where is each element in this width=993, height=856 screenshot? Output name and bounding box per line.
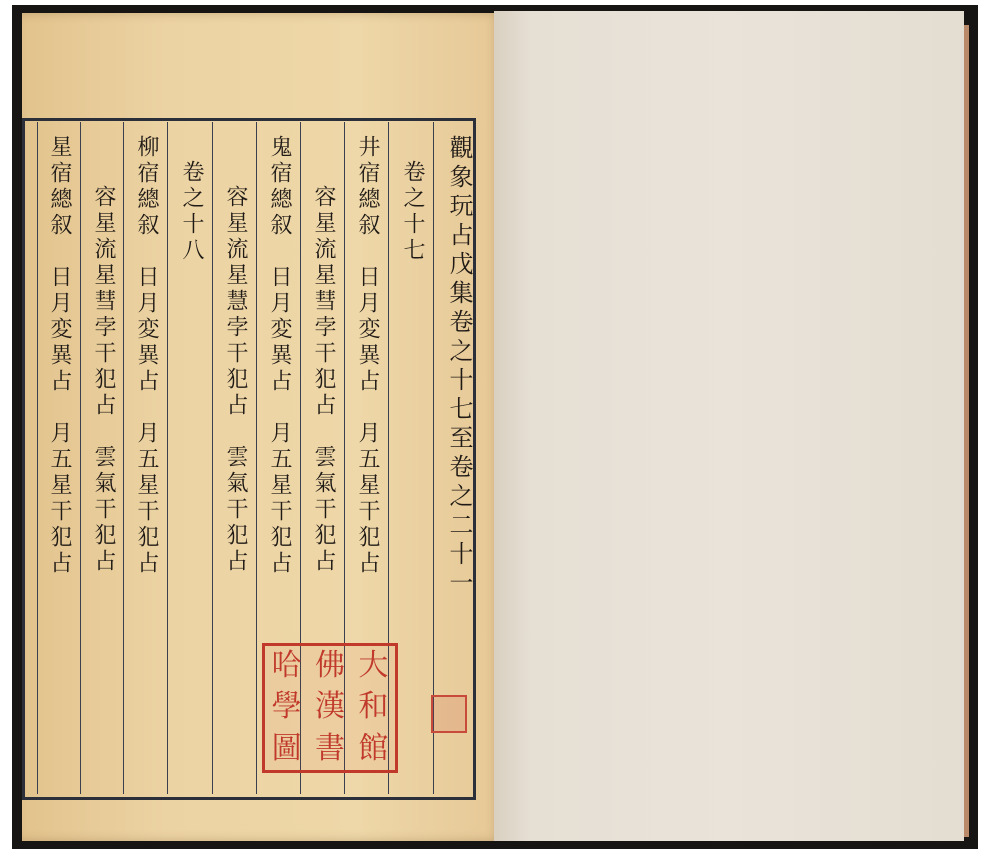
toc-column: 鬼宿總叙 日月変異占 月五星干犯占 xyxy=(267,135,292,577)
column-rule xyxy=(167,122,168,794)
column-rule xyxy=(123,122,124,794)
seal-char: 和 xyxy=(358,689,389,725)
toc-column: 卷之十八 xyxy=(179,160,204,264)
seal-char: 哈 xyxy=(271,648,302,683)
right-page-blank xyxy=(494,11,964,841)
page-edge xyxy=(964,25,969,837)
seal-char: 書 xyxy=(314,730,345,766)
toc-column: 容星流星彗孛干犯占 雲氣干犯占 xyxy=(91,185,116,575)
seal-char: 圖 xyxy=(271,730,302,766)
seal-char: 漢 xyxy=(314,689,345,725)
column-rule xyxy=(212,122,213,794)
seal-char: 大 xyxy=(358,648,389,683)
toc-column: 卷之十七 xyxy=(400,160,425,264)
volume-title: 觀象玩占戊集卷之十七至卷之二十一 xyxy=(445,135,473,599)
toc-column: 井宿總叙 日月変異占 月五星干犯占 xyxy=(355,135,380,577)
seal-char: 學 xyxy=(271,689,302,725)
toc-column: 星宿總叙 日月変異占 月五星干犯占 xyxy=(47,135,72,577)
column-rule xyxy=(37,122,38,794)
column-rule xyxy=(256,122,257,794)
seal-char: 館 xyxy=(358,730,389,766)
column-rule xyxy=(433,122,434,794)
library-seal-stamp xyxy=(262,643,398,773)
toc-column: 柳宿總叙 日月変異占 月五星干犯占 xyxy=(134,135,159,577)
toc-column: 容星流星彗孛干犯占 雲氣干犯占 xyxy=(311,185,336,575)
toc-column: 容星流星慧孛干犯占 雲氣干犯占 xyxy=(223,185,248,575)
seal-char: 佛 xyxy=(314,648,345,683)
column-rule xyxy=(80,122,81,794)
small-seal-stamp xyxy=(431,695,467,733)
